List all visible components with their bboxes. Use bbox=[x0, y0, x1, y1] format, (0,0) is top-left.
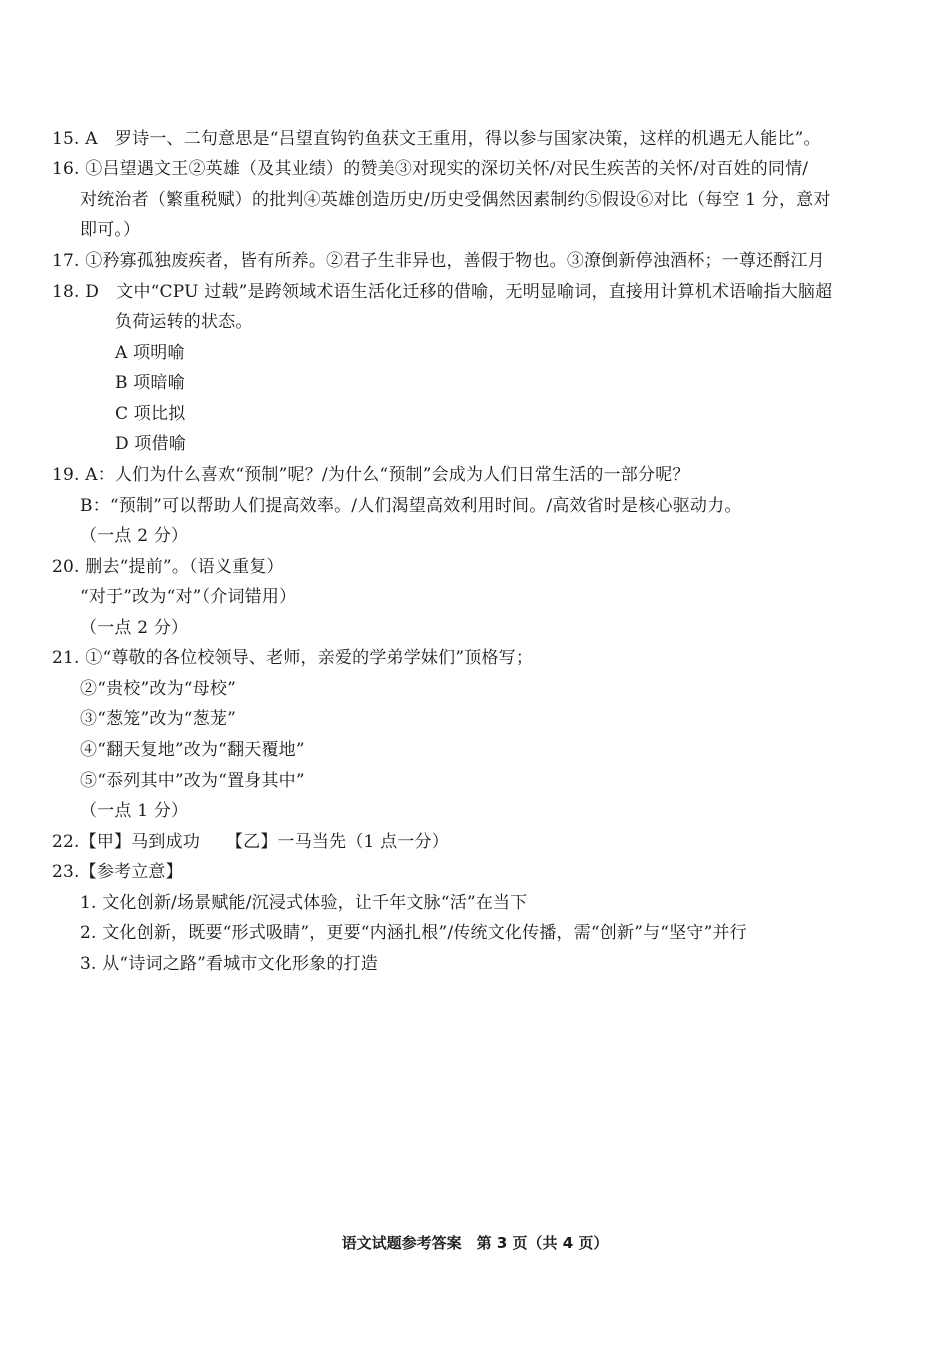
answer-18-option-d: D 项借喻 bbox=[115, 434, 187, 454]
answer-23-line-1: 23.【参考立意】 bbox=[52, 862, 183, 882]
answer-22-line-1: 22.【甲】马到成功 【乙】一马当先（1 点一分） bbox=[52, 832, 449, 852]
answer-19-line-3: （一点 2 分） bbox=[80, 526, 189, 546]
answer-21-line-5: ⑤“忝列其中”改为“置身其中” bbox=[80, 771, 305, 791]
answer-23-line-3: 2. 文化创新，既要“形式吸睛”，更要“内涵扎根”/传统文化传播，需“创新”与“坚守”并行 bbox=[80, 923, 747, 943]
answer-18-option-c: C 项比拟 bbox=[115, 404, 186, 424]
answer-15-line-1: 15. A 罗诗一、二句意思是“吕望直钩钓鱼获文王重用，得以参与国家决策，这样的机遇无人能比”。 bbox=[52, 129, 821, 149]
answer-21-line-2: ②“贵校”改为“母校” bbox=[80, 679, 236, 699]
answer-16-line-3: 即可。） bbox=[80, 220, 141, 240]
answer-20-line-3: （一点 2 分） bbox=[80, 618, 189, 638]
answer-20-line-2: “对于”改为“对”（介词错用） bbox=[80, 587, 297, 607]
answer-20-line-1: 20. 删去“提前”。（语义重复） bbox=[52, 557, 284, 577]
answer-16-line-1: 16. ①吕望遇文王②英雄（及其业绩）的赞美③对现实的深切关怀/对民生疾苦的关怀/对百姓的同情/ bbox=[52, 159, 809, 179]
answer-21-line-3: ③“葱笼”改为“葱茏” bbox=[80, 709, 236, 729]
answer-19-line-1: 19. A：人们为什么喜欢“预制”呢？/为什么“预制”会成为人们日常生活的一部分呢？ bbox=[52, 465, 690, 485]
answer-21-line-6: （一点 1 分） bbox=[80, 801, 189, 821]
page-footer: 语文试题参考答案 第 3 页（共 4 页） bbox=[341, 1234, 609, 1252]
answer-19-line-2: B：“预制”可以帮助人们提高效率。/人们渴望高效利用时间。/高效省时是核心驱动力。 bbox=[80, 496, 742, 516]
answer-23-line-2: 1. 文化创新/场景赋能/沉浸式体验，让千年文脉“活”在当下 bbox=[80, 893, 528, 913]
answer-23-line-4: 3. 从“诗词之路”看城市文化形象的打造 bbox=[80, 954, 379, 974]
answer-17-line-1: 17. ①矜寡孤独废疾者，皆有所养。②君子生非异也，善假于物也。③潦倒新停浊酒杯；一尊还酹江月 bbox=[52, 251, 825, 271]
answer-18-option-b: B 项暗喻 bbox=[115, 373, 185, 393]
answer-21-line-1: 21. ①“尊敬的各位校领导、老师，亲爱的学弟学妹们”顶格写； bbox=[52, 648, 534, 668]
answer-18-option-a: A 项明喻 bbox=[115, 343, 185, 363]
answer-18-line-2: 负荷运转的状态。 bbox=[115, 312, 253, 332]
answer-16-line-2: 对统治者（繁重税赋）的批判④英雄创造历史/历史受偶然因素制约⑤假设⑥对比（每空 1 分，意对 bbox=[80, 190, 831, 210]
answer-18-line-1: 18. D 文中“CPU 过载”是跨领域术语生活化迁移的借喻，无明显喻词，直接用计算机术语喻指大脑超 bbox=[52, 282, 833, 302]
answer-21-line-4: ④“翻天复地”改为“翻天覆地” bbox=[80, 740, 305, 760]
